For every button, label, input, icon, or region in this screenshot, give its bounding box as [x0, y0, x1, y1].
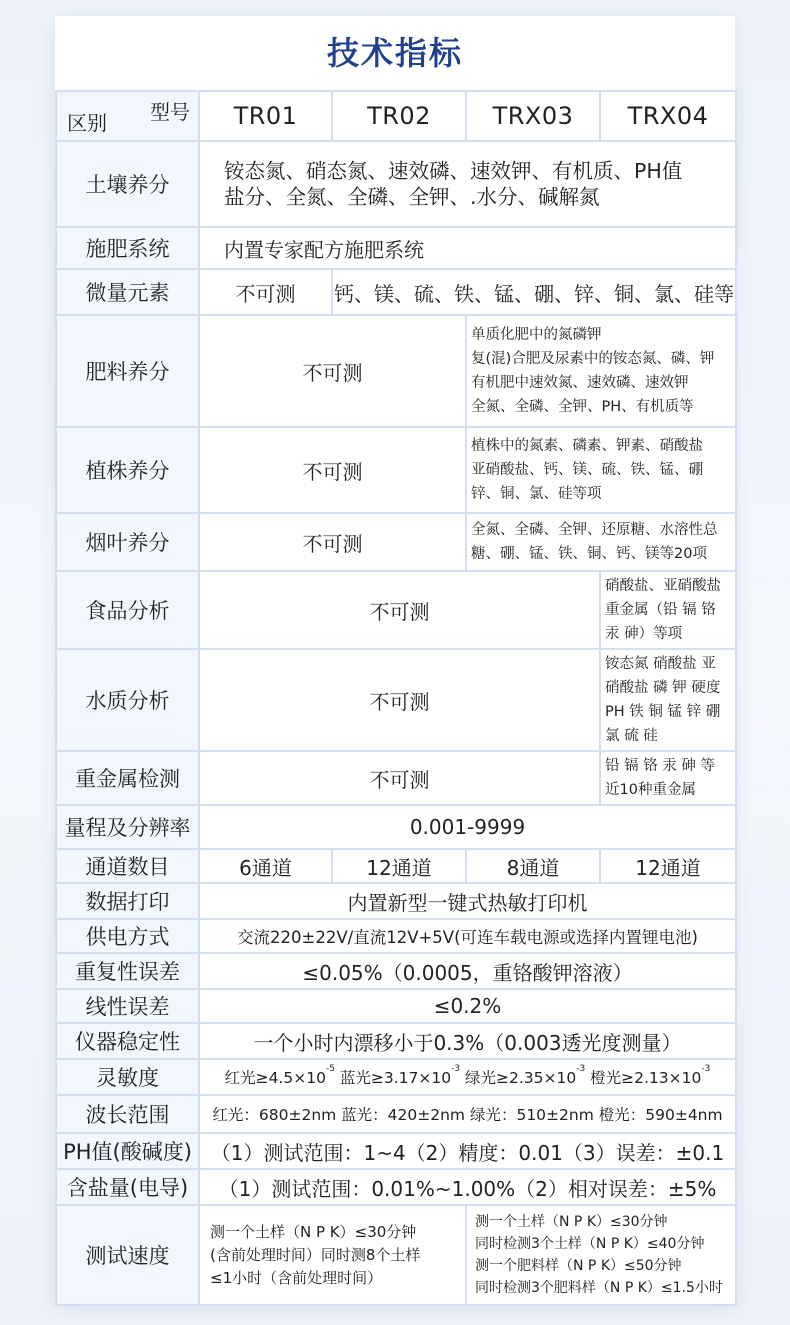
tobacco-line-1: 全氮、全磷、全钾、还原糖、水溶性总 — [471, 522, 718, 538]
ph-value: （1）测试范围：1~4（2）精度：0.01（3）误差：±0.1 — [199, 1133, 736, 1169]
speed-right-value — [466, 1205, 736, 1305]
spec-card — [55, 16, 735, 1304]
spec-table — [55, 90, 737, 1306]
table-row — [56, 953, 736, 989]
food-value — [600, 571, 736, 649]
fertilizer-line-2: 复(混)合肥及尿素中的铵态氮、磷、钾 — [471, 351, 715, 367]
row-label-ph: PH值(酸碱度) — [56, 1133, 199, 1169]
heavy-line-2: 近10种重金属 — [605, 782, 696, 798]
fertilize-value: 内置专家配方施肥系统 — [199, 227, 736, 269]
row-label-fertilizer: 肥料养分 — [56, 315, 199, 427]
header-corner-cell — [56, 91, 199, 141]
sensitivity-blue-exp: -3 — [451, 1064, 461, 1074]
heavy-line-1: 铅 镉 铬 汞 砷 等 — [605, 758, 716, 774]
fertilizer-line-3: 有机肥中速效氮、速效磷、速效钾 — [471, 375, 689, 391]
linear-value: ≤0.2% — [199, 989, 736, 1023]
row-label-salt: 含盐量(电导) — [56, 1169, 199, 1205]
row-label-water: 水质分析 — [56, 649, 199, 751]
row-label-channels: 通道数目 — [56, 849, 199, 883]
table-row — [56, 919, 736, 953]
plant-line-1: 植株中的氮素、磷素、钾素、硝酸盐 — [471, 438, 703, 454]
heavy-value — [600, 751, 736, 805]
row-label-soil: 土壤养分 — [56, 141, 199, 227]
category-label: 区别 — [67, 111, 107, 135]
heavy-no: 不可测 — [199, 751, 600, 805]
plant-value — [466, 427, 736, 513]
food-line-1: 硝酸盐、亚硝酸盐 — [605, 578, 721, 594]
channels-tr02: 12通道 — [332, 849, 466, 883]
table-row — [56, 1023, 736, 1059]
sensitivity-orange-exp: -3 — [701, 1064, 711, 1074]
sensitivity-blue: 蓝光≥3.17×10 — [334, 1069, 452, 1087]
fertilizer-value — [466, 315, 736, 427]
water-line-2: 硝酸盐 磷 钾 硬度 — [605, 680, 721, 696]
row-label-power: 供电方式 — [56, 919, 199, 953]
food-line-3: 汞 砷）等项 — [605, 626, 683, 642]
sensitivity-red-exp: -5 — [326, 1064, 335, 1074]
power-value: 交流220±22V/直流12V+5V(可连车载电源或选择内置锂电池) — [199, 919, 736, 953]
table-header-row — [56, 91, 736, 141]
row-label-speed: 测试速度 — [56, 1205, 199, 1305]
speed-right-line-1: 测一个土样（N P K）≤30分钟 — [475, 1214, 668, 1230]
table-row — [56, 1059, 736, 1095]
table-row — [56, 751, 736, 805]
fertilizer-line-4: 全氮、全磷、全钾、PH、有机质等 — [471, 399, 694, 415]
soil-line-2: 盐分、全氮、全磷、全钾、.水分、碱解氮 — [224, 185, 600, 209]
water-value — [600, 649, 736, 751]
row-label-repeat: 重复性误差 — [56, 953, 199, 989]
table-row — [56, 141, 736, 227]
table-row — [56, 989, 736, 1023]
row-label-linear: 线性误差 — [56, 989, 199, 1023]
table-row — [56, 1133, 736, 1169]
row-label-tobacco: 烟叶养分 — [56, 513, 199, 571]
food-line-2: 重金属（铅 镉 铬 — [605, 602, 716, 618]
speed-left-value — [199, 1205, 466, 1305]
table-row — [56, 427, 736, 513]
plant-line-3: 锌、铜、氯、硅等项 — [471, 486, 602, 502]
model-trx03: TRX03 — [466, 91, 600, 141]
water-line-4: 氯 硫 硅 — [605, 728, 658, 744]
sensitivity-red: 红光≥4.5×10 — [224, 1069, 326, 1087]
sensitivity-value — [199, 1059, 736, 1095]
model-trx04: TRX04 — [600, 91, 736, 141]
channels-tr01: 6通道 — [199, 849, 332, 883]
table-row — [56, 1205, 736, 1305]
model-label: 型号 — [150, 100, 190, 124]
row-label-sensitivity: 灵敏度 — [56, 1059, 199, 1095]
tobacco-line-2: 糖、硼、锰、铁、铜、钙、镁等20项 — [471, 546, 707, 562]
table-row — [56, 1095, 736, 1133]
row-label-range: 量程及分辨率 — [56, 805, 199, 849]
channels-trx04: 12通道 — [600, 849, 736, 883]
salt-value: （1）测试范围：0.01%~1.00%（2）相对误差：±5% — [199, 1169, 736, 1205]
table-row — [56, 269, 736, 315]
fertilizer-no: 不可测 — [199, 315, 466, 427]
table-row — [56, 883, 736, 919]
food-no: 不可测 — [199, 571, 600, 649]
water-line-3: PH 铁 铜 锰 锌 硼 — [605, 704, 721, 720]
sensitivity-orange: 橙光≥2.13×10 — [585, 1069, 702, 1087]
row-label-print: 数据打印 — [56, 883, 199, 919]
repeat-value: ≤0.05%（0.0005，重铬酸钾溶液） — [199, 953, 736, 989]
table-row — [56, 849, 736, 883]
sensitivity-green-exp: -3 — [576, 1064, 586, 1074]
speed-right-line-4: 同时检测3个肥料样（N P K）≤1.5小时 — [475, 1280, 723, 1296]
table-row — [56, 805, 736, 849]
speed-right-line-3: 测一个肥料样（N P K）≤50分钟 — [475, 1258, 682, 1274]
table-row — [56, 571, 736, 649]
table-row — [56, 315, 736, 427]
table-row — [56, 513, 736, 571]
speed-left-line-3: ≤1小时（含前处理时间） — [210, 1268, 383, 1287]
model-tr02: TR02 — [332, 91, 466, 141]
table-row — [56, 1169, 736, 1205]
row-label-trace: 微量元素 — [56, 269, 199, 315]
speed-left-line-2: (含前处理时间）同时测8个土样 — [210, 1245, 421, 1264]
plant-line-2: 亚硝酸盐、钙、镁、硫、铁、锰、硼 — [471, 462, 703, 478]
row-label-wavelength: 波长范围 — [56, 1095, 199, 1133]
channels-trx03: 8通道 — [466, 849, 600, 883]
speed-left-line-1: 测一个土样（N P K）≤30分钟 — [210, 1222, 417, 1241]
row-label-heavy: 重金属检测 — [56, 751, 199, 805]
water-no: 不可测 — [199, 649, 600, 751]
trace-no: 不可测 — [199, 269, 332, 315]
row-label-food: 食品分析 — [56, 571, 199, 649]
row-label-plant: 植株养分 — [56, 427, 199, 513]
print-value: 内置新型一键式热敏打印机 — [199, 883, 736, 919]
fertilizer-line-1: 单质化肥中的氮磷钾 — [471, 327, 602, 343]
model-tr01: TR01 — [199, 91, 332, 141]
range-value: 0.001-9999 — [199, 805, 736, 849]
tobacco-no: 不可测 — [199, 513, 466, 571]
sensitivity-green: 绿光≥2.35×10 — [460, 1069, 577, 1087]
wavelength-value: 红光：680±2nm 蓝光：420±2nm 绿光：510±2nm 橙光：590±4nm — [199, 1095, 736, 1133]
table-row — [56, 649, 736, 751]
water-line-1: 铵态氮 硝酸盐 亚 — [605, 656, 716, 672]
soil-value — [199, 141, 736, 227]
row-label-stability: 仪器稳定性 — [56, 1023, 199, 1059]
stability-value: 一个小时内漂移小于0.3%（0.003透光度测量） — [199, 1023, 736, 1059]
plant-no: 不可测 — [199, 427, 466, 513]
table-row — [56, 227, 736, 269]
trace-value: 钙、镁、硫、铁、锰、硼、锌、铜、氯、硅等 — [332, 269, 736, 315]
row-label-fertilize: 施肥系统 — [56, 227, 199, 269]
page-title: 技术指标 — [326, 34, 463, 72]
speed-right-line-2: 同时检测3个土样（N P K）≤40分钟 — [475, 1236, 705, 1252]
soil-line-1: 铵态氮、硝态氮、速效磷、速效钾、有机质、PH值 — [224, 159, 683, 183]
tobacco-value — [466, 513, 736, 571]
